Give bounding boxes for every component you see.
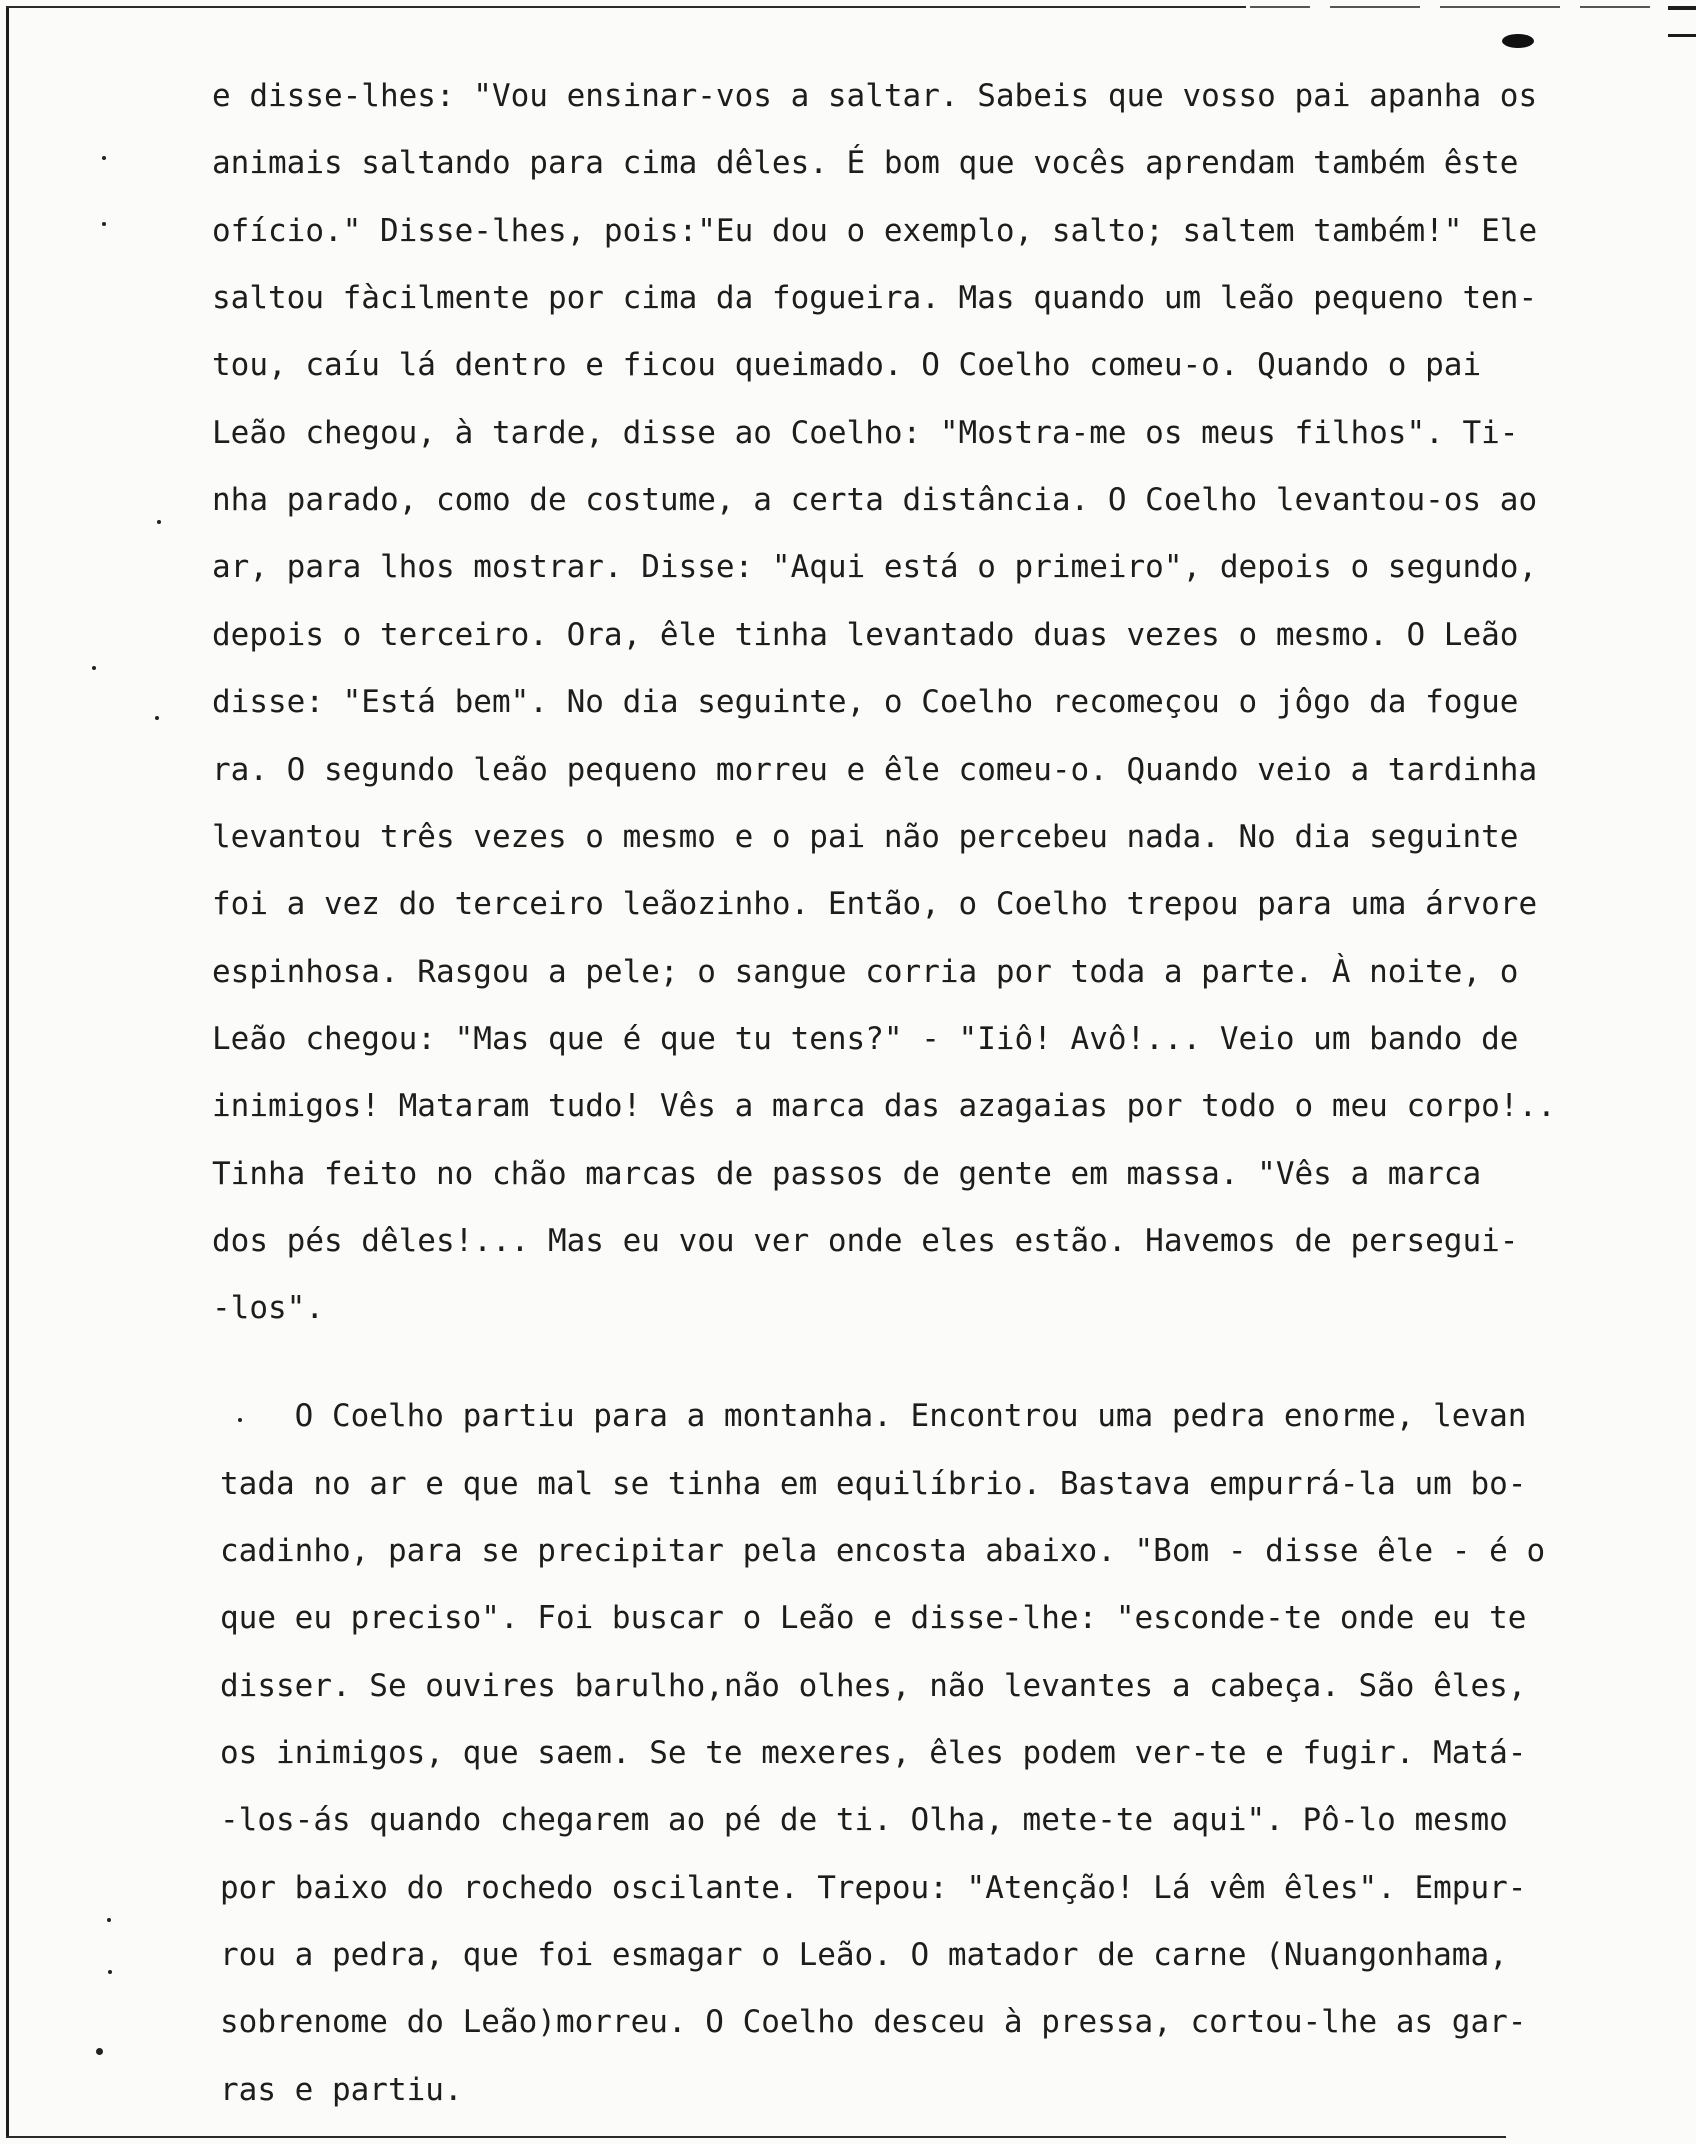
text-line: rou a pedra, que foi esmagar o Leão. O matador de carne (Nuangonhama, — [220, 1937, 1508, 1973]
text-line: sobrenome do Leão)morreu. O Coelho desceu à pressa, cortou-lhe as gar- — [220, 2004, 1527, 2040]
text-line: -los". — [212, 1290, 324, 1326]
page-border-left — [6, 6, 9, 2138]
text-line: tada no ar e que mal se tinha em equilíbrio. Bastava empurrá-la um bo- — [220, 1466, 1527, 1502]
text-line: ar, para lhos mostrar. Disse: "Aqui está o primeiro", depois o segundo, — [212, 549, 1538, 585]
text-line: levantou três vezes o mesmo e o pai não percebeu nada. No dia seguinte — [212, 819, 1519, 855]
text-line: ofício." Disse-lhes, pois:"Eu dou o exemplo, salto; saltem também!" Ele — [212, 213, 1538, 249]
text-line: inimigos! Mataram tudo! Vês a marca das azagaias por todo o meu corpo!.. — [212, 1088, 1556, 1124]
text-line: ras e partiu. — [220, 2072, 463, 2108]
text-line: disse: "Está bem". No dia seguinte, o Coelho recomeçou o jôgo da fogue — [212, 684, 1519, 720]
text-line: foi a vez do terceiro leãozinho. Então, o Coelho trepou para uma árvore — [212, 886, 1538, 922]
text-line: Leão chegou, à tarde, disse ao Coelho: "Mostra-me os meus filhos". Ti- — [212, 415, 1519, 451]
page-corner-mark — [1668, 6, 1696, 10]
text-line: por baixo do rochedo oscilante. Trepou: "Atenção! Lá vêm êles". Empur- — [220, 1870, 1527, 1906]
page-corner-mark — [1668, 34, 1696, 37]
text-line: O Coelho partiu para a montanha. Encontrou uma pedra enorme, levan — [220, 1398, 1527, 1434]
text-line: que eu preciso". Foi buscar o Leão e disse-lhe: "esconde-te onde eu te — [220, 1600, 1527, 1636]
text-line: animais saltando para cima dêles. É bom que vocês aprendam também êste — [212, 145, 1519, 181]
page-border-top-dash — [1330, 6, 1420, 8]
text-line: tou, caíu lá dentro e ficou queimado. O Coelho comeu-o. Quando o pai — [212, 347, 1482, 383]
page-border-top-dash — [1580, 6, 1650, 8]
text-line: saltou fàcilmente por cima da fogueira. Mas quando um leão pequeno ten- — [212, 280, 1538, 316]
text-line: ra. O segundo leão pequeno morreu e êle comeu-o. Quando veio a tardinha — [212, 752, 1538, 788]
ink-blot — [1502, 34, 1534, 48]
page-border-top-dash — [1440, 6, 1560, 8]
text-line: depois o terceiro. Ora, êle tinha levantado duas vezes o mesmo. O Leão — [212, 617, 1519, 653]
ink-speck — [155, 716, 159, 720]
text-line: Tinha feito no chão marcas de passos de gente em massa. "Vês a marca — [212, 1156, 1482, 1192]
ink-speck — [102, 222, 106, 226]
ink-speck — [108, 1970, 112, 1974]
ink-speck — [92, 666, 96, 670]
text-line: dos pés dêles!... Mas eu vou ver onde eles estão. Havemos de persegui- — [212, 1223, 1519, 1259]
text-line: espinhosa. Rasgou a pele; o sangue corria por toda a parte. À noite, o — [212, 954, 1519, 990]
text-line: e disse-lhes: "Vou ensinar-vos a saltar. Sabeis que vosso pai apanha os — [212, 78, 1538, 114]
ink-speck — [107, 1918, 111, 1922]
text-line: -los-ás quando chegarem ao pé de ti. Olha, mete-te aqui". Pô-lo mesmo — [220, 1802, 1508, 1838]
text-line: cadinho, para se precipitar pela encosta abaixo. "Bom - disse êle - é o — [220, 1533, 1546, 1569]
text-line: Leão chegou: "Mas que é que tu tens?" - "Iiô! Avô!... Veio um bando de — [212, 1021, 1519, 1057]
page-border-top — [6, 6, 1246, 8]
page-border-bottom — [6, 2136, 1506, 2138]
ink-speck — [157, 520, 161, 524]
ink-speck — [96, 2048, 103, 2055]
text-line: nha parado, como de costume, a certa distância. O Coelho levantou-os ao — [212, 482, 1538, 518]
page-border-top-dash — [1250, 6, 1310, 8]
text-line: os inimigos, que saem. Se te mexeres, êles podem ver-te e fugir. Matá- — [220, 1735, 1527, 1771]
text-line: disser. Se ouvires barulho,não olhes, não levantes a cabeça. São êles, — [220, 1668, 1527, 1704]
ink-speck — [102, 156, 106, 160]
